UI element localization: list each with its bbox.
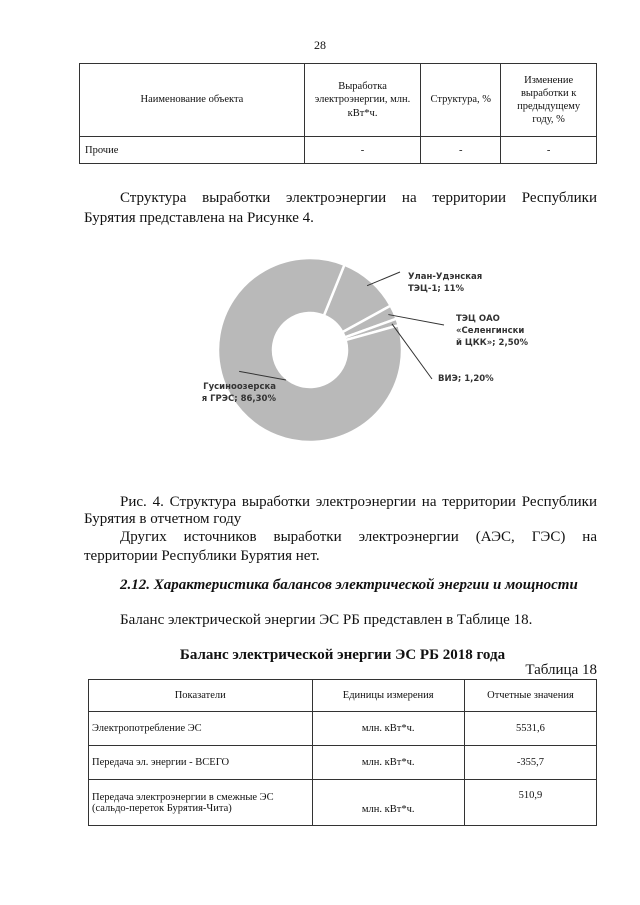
- paragraph-no-other-sources-line1: Других источников выработки электроэнергии (АЭС, ГЭС) на: [120, 529, 597, 545]
- cell-indicator: Передача электроэнергии в смежные ЭС (сальдо-переток Бурятия-Чита): [89, 780, 313, 826]
- chart-slices: [218, 258, 402, 442]
- label-ulan-ude-tec1: ТЭЦ-1; 11%: [408, 284, 465, 294]
- label-gusinoozerskaya-gres: Гусиноозерска: [203, 382, 276, 392]
- paragraph-balance: Баланс электрической энергии ЭС РБ представлен в Таблице 18.: [120, 612, 533, 628]
- figure-caption-line2: Бурятия в отчетном году: [84, 511, 242, 527]
- table-row: [89, 780, 597, 826]
- header-indicator: Показатели: [89, 680, 313, 712]
- table-number-label: Таблица 18: [525, 662, 597, 678]
- cell-unit: млн. кВт*ч.: [312, 780, 464, 826]
- cell-unit: млн. кВт*ч.: [312, 712, 464, 746]
- cell-value: -355,7: [464, 746, 596, 780]
- balance-table: [88, 679, 597, 826]
- header-generation: Выработка электроэнергии, млн. кВт*ч.: [304, 64, 420, 137]
- figure-caption-line1: Рис. 4. Структура выработки электроэнергии на территории Республики: [120, 494, 597, 510]
- cell-generation: -: [304, 137, 420, 164]
- header-values: Отчетные значения: [464, 680, 596, 712]
- header-structure: Структура, %: [421, 64, 501, 137]
- cell-indicator: Электропотребление ЭС: [89, 712, 313, 746]
- cell-object: Прочие: [80, 137, 305, 164]
- table-row: [89, 712, 597, 746]
- paragraph-structure-line2: Бурятия представлена на Рисунке 4.: [84, 210, 314, 226]
- header-object-name: Наименование объекта: [80, 64, 305, 137]
- label-vie: ВИЭ; 1,20%: [438, 374, 494, 384]
- cell-structure: -: [421, 137, 501, 164]
- cell-change: -: [501, 137, 597, 164]
- leader-line: [367, 272, 400, 286]
- cell-value: 510,9: [464, 780, 596, 826]
- section-heading: 2.12. Характеристика балансов электрической энергии и мощности: [120, 577, 578, 593]
- label-selenga-tec: ТЭЦ ОАО: [456, 314, 500, 324]
- page-number: 28: [314, 38, 326, 52]
- table-title: Баланс электрической энергии ЭС РБ 2018 года: [179, 647, 506, 663]
- label-selenga-tec: й ЦКК»; 2,50%: [456, 338, 529, 348]
- paragraph-no-other-sources-line2: территории Республики Бурятия нет.: [84, 548, 320, 564]
- header-change: Изменение выработки к предыдущему году, %: [501, 64, 597, 137]
- donut-chart: [180, 255, 560, 455]
- label-gusinoozerskaya-gres: я ГРЭС; 86,30%: [201, 394, 276, 404]
- table-header-row: [89, 680, 597, 712]
- header-units: Единицы измерения: [312, 680, 464, 712]
- paragraph-structure-line1: Структура выработки электроэнергии на территории Республики: [120, 190, 597, 206]
- label-selenga-tec: «Селенгински: [456, 326, 525, 336]
- table-header-row: [80, 64, 597, 137]
- cell-indicator: Передача эл. энергии - ВСЕГО: [89, 746, 313, 780]
- table-row: [80, 137, 597, 164]
- label-ulan-ude-tec1: Улан-Удэнская: [408, 272, 483, 282]
- cell-unit: млн. кВт*ч.: [312, 746, 464, 780]
- table-row: [89, 746, 597, 780]
- generation-table: [79, 63, 597, 164]
- cell-value: 5531,6: [464, 712, 596, 746]
